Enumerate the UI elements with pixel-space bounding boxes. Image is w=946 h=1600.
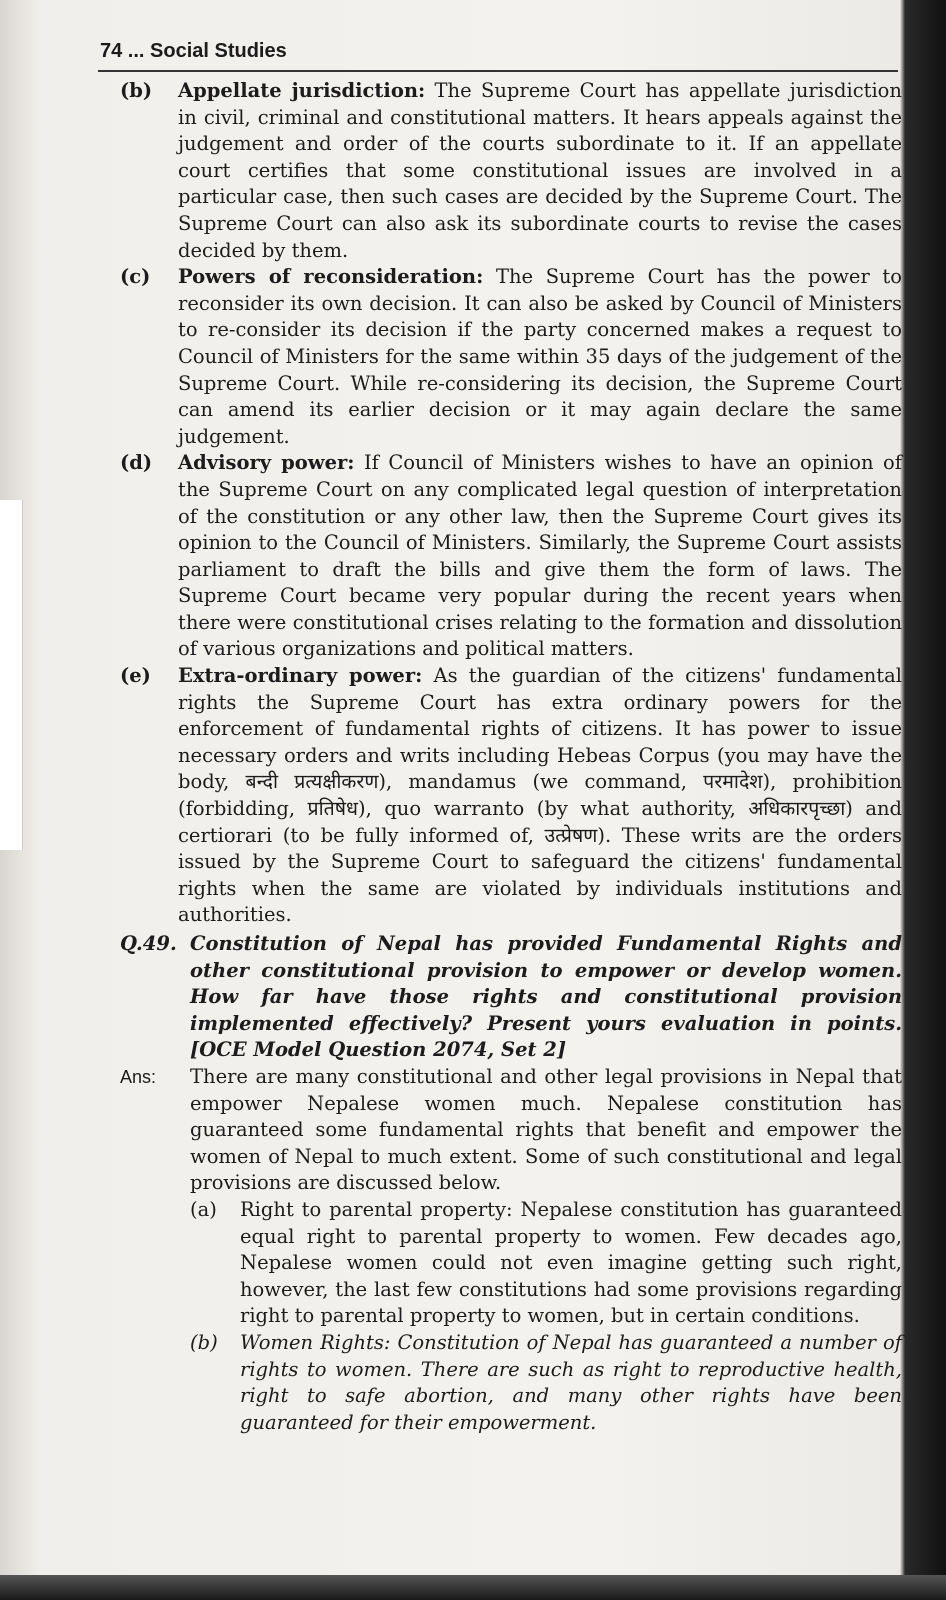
item-heading: Powers of reconsideration: xyxy=(178,265,484,289)
list-item xyxy=(120,264,902,450)
item-text: As the guardian of the citizens' fundamental rights the Supreme Court has extra ordinary powers for the enforcement of fundamental rights of citizens. It has power to issue necessary orders and writs including Hebeas Corpus (you may have the body, बन्दी प्रत्यक्षीकरण), mandamus (we command, परमादेश), prohibition (forbidding, प्रतिषेध), quo warranto (by what authority, अधिकारपृच्छा) and certiorari (to be fully informed of, उत्प्रेषण). These writs are the orders issued by the Supreme Court to safeguard the citizens' fundamental rights when the same are violated by individuals institutions and authorities. xyxy=(178,664,902,927)
item-label: (d) xyxy=(120,451,153,475)
page-content xyxy=(120,78,902,1436)
item-text: The Supreme Court has appellate jurisdiction in civil, criminal and constitutional matters. It hears appeals against the judgement and order of the courts subordinate to it. If an appellate court certifies that some constitutional issues are involved in a particular case, then such cases are decided by the Supreme Court. The Supreme Court can also ask its subordinate courts to revise the cases decided by them. xyxy=(178,79,902,262)
item-label: (e) xyxy=(120,664,151,688)
answer xyxy=(120,1064,902,1197)
point-text: Women Rights: Constitution of Nepal has guaranteed a number of rights to women. There are such as right to reproductive health, right to safe abortion, and many other rights have been guaranteed for their empowerment. xyxy=(240,1330,902,1434)
question xyxy=(120,931,902,1064)
answer-point xyxy=(120,1197,902,1330)
answer-label: Ans: xyxy=(120,1066,157,1087)
list-item xyxy=(120,450,902,663)
answer-text: There are many constitutional and other legal provisions in Nepal that empower Nepalese women much. Nepalese constitution has guaranteed some fundamental rights that benefit and empower the women of Nepal to much extent. Some of such constitutional and legal provisions are discussed below. xyxy=(190,1064,902,1195)
question-number: Q.49. xyxy=(120,932,177,955)
item-heading: Advisory power: xyxy=(178,451,355,475)
item-text: If Council of Ministers wishes to have an opinion of the Supreme Court on any complicated legal question of interpretation of the constitution or any other law, then the Supreme Court gives its opinion to the Council of Ministers. Similarly, the Supreme Court assists parliament to draft the bills and give them the form of laws. The Supreme Court became very popular during the recent years when there were constitutional crises relating to the formation and dissolution of various organizations and political matters. xyxy=(178,451,903,661)
list-item xyxy=(120,78,902,264)
page-left-edge xyxy=(0,500,23,850)
page-header: 74 ... Social Studies xyxy=(100,40,287,62)
item-text: The Supreme Court has the power to reconsider its own decision. It can also be asked by Council of Ministers to re-consider its decision if the party concerned makes a request to Council of Ministers for the same within 35 days of the judgement of the Supreme Court. While re-considering its decision, the Supreme Court can amend its earlier decision or it may again declare the same judgement. xyxy=(178,265,903,448)
point-label: (a) xyxy=(190,1197,217,1221)
question-text: Constitution of Nepal has provided Fundamental Rights and other constitutional provision to empower or develop women. How far have those rights and constitutional provision implemented effectively? Present yours evaluation in points. [OCE Model Question 2074, Set 2] xyxy=(190,932,902,1062)
item-label: (b) xyxy=(120,79,153,102)
item-heading: Extra-ordinary power: xyxy=(178,664,423,688)
answer-point xyxy=(120,1330,902,1436)
point-text: Right to parental property: Nepalese constitution has guaranteed equal right to parental property to women. Few decades ago, Nepalese women could not even imagine getting such right, however, the last few constitutions had some provisions regarding right to parental property to women, but in certain conditions. xyxy=(240,1197,902,1328)
item-label: (c) xyxy=(120,265,151,289)
item-heading: Appellate jurisdiction: xyxy=(178,79,426,102)
header-rule xyxy=(98,70,898,72)
page-bottom-edge xyxy=(0,1575,946,1600)
list-item xyxy=(120,663,902,929)
point-label: (b) xyxy=(190,1330,218,1354)
